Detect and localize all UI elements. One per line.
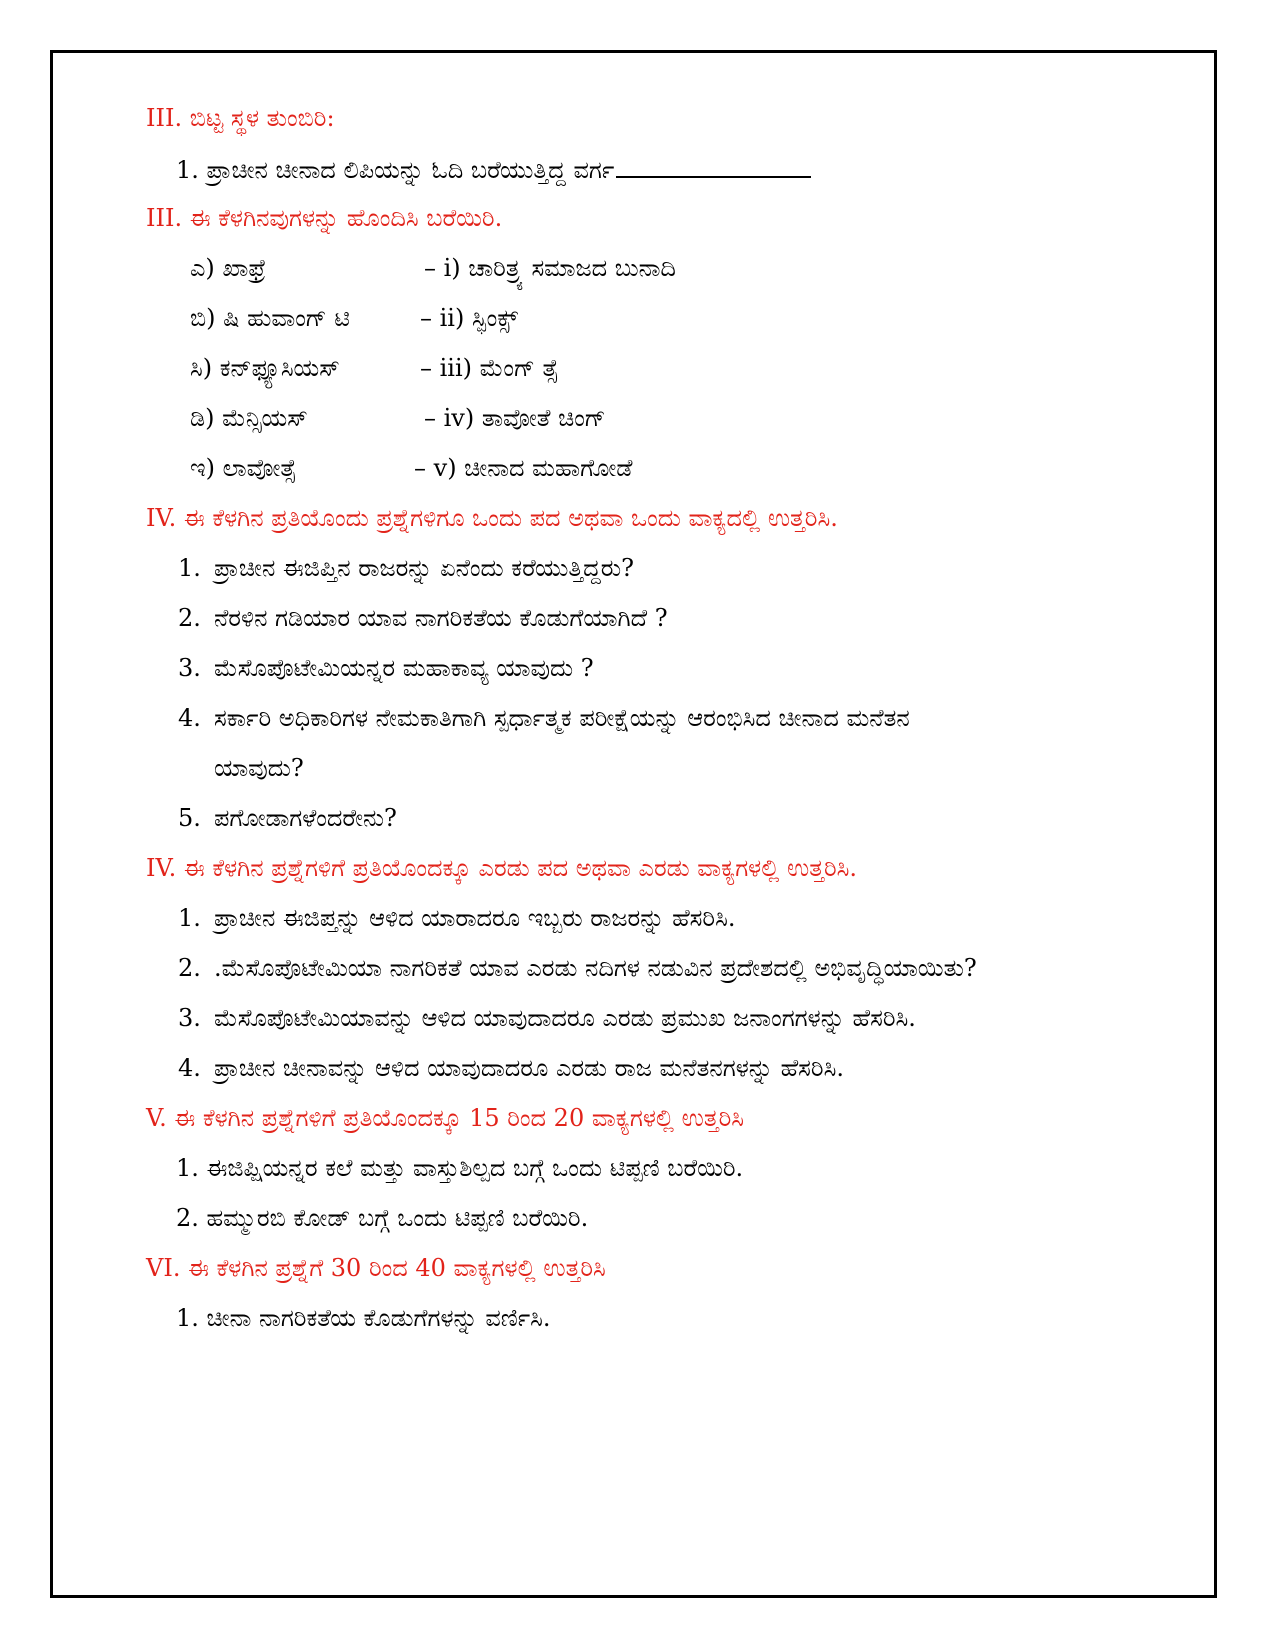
match-right-item: – iii) ಮೆಂಗ್ ತ್ಸೆ xyxy=(420,354,559,382)
question-text-continued: ಯಾವುದು? xyxy=(214,754,304,782)
question-number: 3. xyxy=(178,1004,201,1032)
long-answer-heading: V. ಈ ಕೆಳಗಿನ ಪ್ರಶ್ನೆಗಳಿಗೆ ಪ್ರತಿಯೊಂದಕ್ಕೂ 15 ರಿಂದ 20 ವಾಕ್ಯಗಳಲ್ಲಿ ಉತ್ತರಿಸಿ xyxy=(146,1104,745,1132)
fill-blanks-heading: III. ಬಿಟ್ಟ ಸ್ಥಳ ತುಂಬಿರಿ: xyxy=(146,104,335,132)
question-text: ಪಗೋಡಾಗಳೆಂದರೇನು? xyxy=(214,804,397,832)
question-text: ಮೆಸೊಪೊಟೇಮಿಯನ್ನರ ಮಹಾಕಾವ್ಯ ಯಾವುದು ? xyxy=(214,654,594,682)
question-number: 5. xyxy=(178,804,201,832)
fill-blank-text: 1. ಪ್ರಾಚೀನ ಚೀನಾದ ಲಿಪಿಯನ್ನು ಓದಿ ಬರೆಯುತ್ತಿದ್ದ ವರ್ಗ xyxy=(176,156,615,184)
match-right-item: – iv) ತಾವೋತೆ ಚಿಂಗ್ xyxy=(424,404,606,432)
answer-blank[interactable] xyxy=(616,154,811,178)
question-number: 2. xyxy=(178,604,201,632)
match-left-item: ಬಿ) ಷಿ ಹುವಾಂಗ್ ಟಿ xyxy=(190,304,350,332)
question-text: .ಮೆಸೊಪೊಟೇಮಿಯಾ ನಾಗರಿಕತೆ ಯಾವ ಎರಡು ನದಿಗಳ ನಡುವಿನ ಪ್ರದೇಶದಲ್ಲಿ ಅಭಿವೃದ್ಧಿಯಾಯಿತು? xyxy=(214,954,977,982)
question-number: 3. xyxy=(178,654,201,682)
match-right-item: – i) ಚಾರಿತ್ರ್ಯ ಸಮಾಜದ ಬುನಾದಿ xyxy=(424,254,676,282)
question-text: ಸರ್ಕಾರಿ ಅಧಿಕಾರಿಗಳ ನೇಮಕಾತಿಗಾಗಿ ಸ್ಪರ್ಧಾತ್ಮಕ ಪರೀಕ್ಷೆಯನ್ನು ಆರಂಭಿಸಿದ ಚೀನಾದ ಮನೆತನ xyxy=(214,704,910,732)
two-word-heading: IV. ಈ ಕೆಳಗಿನ ಪ್ರಶ್ನೆಗಳಿಗೆ ಪ್ರತಿಯೊಂದಕ್ಕೂ ಎರಡು ಪದ ಅಥವಾ ಎರಡು ವಾಕ್ಯಗಳಲ್ಲಿ ಉತ್ತರಿಸಿ. xyxy=(146,854,858,882)
question-text: 1. ಚೀನಾ ನಾಗರಿಕತೆಯ ಕೊಡುಗೆಗಳನ್ನು ವರ್ಣಿಸಿ. xyxy=(176,1304,551,1332)
match-right-item: – ii) ಸ್ಫಿಂಕ್ಸ್ xyxy=(420,304,519,332)
fill-blank-question xyxy=(176,154,811,185)
one-word-heading: IV. ಈ ಕೆಳಗಿನ ಪ್ರತಿಯೊಂದು ಪ್ರಶ್ನೆಗಳಿಗೂ ಒಂದು ಪದ ಅಥವಾ ಒಂದು ವಾಕ್ಯದಲ್ಲಿ ಉತ್ತರಿಸಿ. xyxy=(146,504,838,532)
question-text: ನೆರಳಿನ ಗಡಿಯಾರ ಯಾವ ನಾಗರಿಕತೆಯ ಕೊಡುಗೆಯಾಗಿದೆ ? xyxy=(214,604,668,632)
question-number: 1. xyxy=(178,904,201,932)
question-number: 4. xyxy=(178,1054,201,1082)
question-number: 2. xyxy=(178,954,201,982)
match-left-item: ಡಿ) ಮೆನ್ಸಿಯಸ್ xyxy=(190,404,308,432)
question-text: ಪ್ರಾಚೀನ ಚೀನಾವನ್ನು ಆಳಿದ ಯಾವುದಾದರೂ ಎರಡು ರಾಜ ಮನೆತನಗಳನ್ನು ಹೆಸರಿಸಿ. xyxy=(214,1054,844,1082)
match-heading: III. ಈ ಕೆಳಗಿನವುಗಳನ್ನು ಹೊಂದಿಸಿ ಬರೆಯಿರಿ. xyxy=(146,204,503,232)
question-number: 4. xyxy=(178,704,201,732)
question-text: 2. ಹಮ್ಮುರಬಿ ಕೋಡ್ ಬಗ್ಗೆ ಒಂದು ಟಿಪ್ಪಣಿ ಬರೆಯಿರಿ. xyxy=(176,1204,589,1232)
question-text: ಮೆಸೊಪೊಟೇಮಿಯಾವನ್ನು ಆಳಿದ ಯಾವುದಾದರೂ ಎರಡು ಪ್ರಮುಖ ಜನಾಂಗಗಳನ್ನು ಹೆಸರಿಸಿ. xyxy=(214,1004,916,1032)
question-number: 1. xyxy=(178,554,201,582)
match-right-item: – v) ಚೀನಾದ ಮಹಾಗೋಡೆ xyxy=(414,454,633,482)
match-left-item: ಎ) ಖಾಫ್ರೆ xyxy=(190,254,266,282)
question-text: 1. ಈಜಿಪ್ಷಿಯನ್ನರ ಕಲೆ ಮತ್ತು ವಾಸ್ತುಶಿಲ್ಪದ ಬಗ್ಗೆ ಒಂದು ಟಿಪ್ಪಣಿ ಬರೆಯಿರಿ. xyxy=(176,1154,744,1182)
question-text: ಪ್ರಾಚೀನ ಈಜಿಪ್ತನ್ನು ಆಳಿದ ಯಾರಾದರೂ ಇಬ್ಬರು ರಾಜರನ್ನು ಹೆಸರಿಸಿ. xyxy=(214,904,736,932)
essay-heading: VI. ಈ ಕೆಳಗಿನ ಪ್ರಶ್ನೆಗೆ 30 ರಿಂದ 40 ವಾಕ್ಯಗಳಲ್ಲಿ ಉತ್ತರಿಸಿ xyxy=(146,1254,606,1282)
match-left-item: ಇ) ಲಾವೋತ್ಸೆ xyxy=(190,454,297,482)
match-left-item: ಸಿ) ಕನ್‌ಫ್ಯೂಸಿಯಸ್ xyxy=(190,354,340,382)
question-text: ಪ್ರಾಚೀನ ಈಜಿಪ್ತಿನ ರಾಜರನ್ನು ಏನೆಂದು ಕರೆಯುತ್ತಿದ್ದರು? xyxy=(214,554,634,582)
